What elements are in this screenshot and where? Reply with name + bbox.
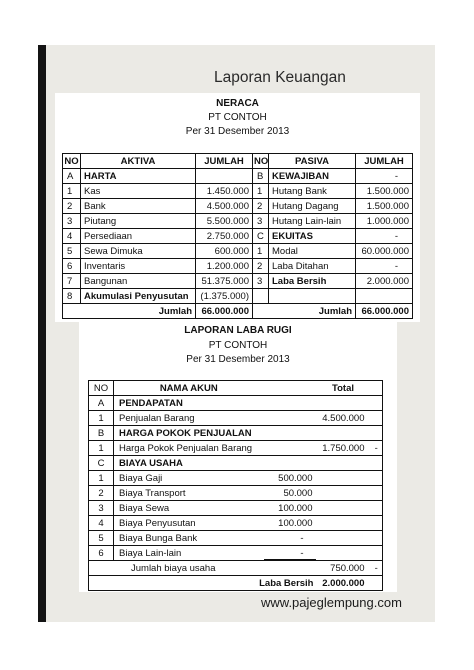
laba-rugi-row [89, 471, 383, 486]
pasiva-no [253, 289, 269, 304]
neraca-row [63, 184, 413, 199]
header-no-aktiva: NO [64, 155, 79, 167]
aktiva-account: Bank [81, 199, 196, 214]
pasiva-account: KEWAJIBAN [269, 169, 356, 184]
row-sign [371, 471, 383, 486]
neraca-section [55, 93, 420, 322]
laba-rugi-row [89, 531, 383, 546]
pasiva-no: 2 [253, 199, 269, 214]
row-total: 4.500.000 [316, 411, 371, 426]
pasiva-account: Modal [269, 244, 356, 259]
aktiva-amount: 1.200.000 [196, 259, 253, 274]
net-income-row [89, 576, 383, 591]
row-total [316, 501, 371, 516]
row-sign [371, 456, 383, 471]
row-sub-amount: - [264, 546, 316, 561]
laba-rugi-period: Per 31 Desember 2013 [186, 354, 290, 365]
left-binding-bar [38, 45, 46, 622]
pasiva-account: Hutang Bank [269, 184, 356, 199]
neraca-company: PT CONTOH [208, 112, 267, 123]
neraca-header-row [63, 154, 413, 169]
row-account: Biaya Transport [114, 486, 264, 501]
laba-rugi-row [89, 501, 383, 516]
total-aktiva-label: Jumlah [63, 304, 196, 319]
laba-rugi-table [88, 380, 383, 591]
row-total [316, 396, 371, 411]
pasiva-account [269, 289, 356, 304]
row-account: Biaya Gaji [114, 471, 264, 486]
row-sign [371, 411, 383, 426]
row-total [316, 516, 371, 531]
neraca-row [63, 244, 413, 259]
laba-rugi-row [89, 441, 383, 456]
pasiva-no: 2 [253, 259, 269, 274]
neraca-row [63, 259, 413, 274]
aktiva-amount: (1.375.000) [196, 289, 253, 304]
row-account: Biaya Sewa [114, 501, 264, 516]
document-title: Laporan Keuangan [214, 69, 346, 86]
row-no: 1 [89, 471, 114, 486]
laba-rugi-row [89, 426, 383, 441]
row-sign [371, 501, 383, 516]
laba-rugi-row [89, 396, 383, 411]
row-account: Biaya Bunga Bank [114, 531, 264, 546]
row-sign [371, 426, 383, 441]
row-no: 2 [89, 486, 114, 501]
header-jumlah-pasiva: JUMLAH [356, 154, 413, 169]
pasiva-account: Laba Bersih [269, 274, 356, 289]
row-total [316, 546, 371, 561]
pasiva-account: Laba Ditahan [269, 259, 356, 274]
pasiva-account: Hutang Dagang [269, 199, 356, 214]
net-income-sign-blank [371, 576, 383, 591]
laba-rugi-section [79, 322, 397, 592]
laba-rugi-row [89, 486, 383, 501]
pasiva-account: Hutang Lain-lain [269, 214, 356, 229]
row-account: Penjualan Barang [114, 411, 264, 426]
subtotal-sub-blank [264, 561, 316, 576]
row-no: 1 [89, 441, 114, 456]
row-no: 6 [89, 546, 114, 561]
aktiva-account: HARTA [81, 169, 196, 184]
pasiva-no: 3 [253, 214, 269, 229]
pasiva-no: 1 [253, 184, 269, 199]
header-pasiva: PASIVA [269, 154, 356, 169]
aktiva-amount: 1.450.000 [196, 184, 253, 199]
row-sub-amount: - [264, 531, 316, 546]
neraca-row [63, 214, 413, 229]
neraca-row [63, 289, 413, 304]
pasiva-no: C [253, 229, 269, 244]
aktiva-account: Sewa Dimuka [81, 244, 196, 259]
pasiva-amount: - [356, 229, 413, 244]
pasiva-amount: 60.000.000 [356, 244, 413, 259]
row-no: 4 [89, 516, 114, 531]
pasiva-amount: 1.000.000 [356, 214, 413, 229]
laba-rugi-row [89, 516, 383, 531]
neraca-row [63, 169, 413, 184]
header-aktiva: AKTIVA [81, 154, 196, 169]
row-no: 5 [89, 531, 114, 546]
pasiva-no: 3 [253, 274, 269, 289]
aktiva-no: A [63, 169, 81, 184]
header-sign-blank [371, 381, 383, 396]
row-sub-amount: 100.000 [264, 501, 316, 516]
aktiva-no: 3 [63, 214, 81, 229]
row-sign [371, 516, 383, 531]
pasiva-no: 1 [253, 244, 269, 259]
aktiva-amount: 2.750.000 [196, 229, 253, 244]
laba-rugi-header-row [89, 381, 383, 396]
row-account: Biaya Penyusutan [114, 516, 264, 531]
row-account: Harga Pokok Penjualan Barang [114, 441, 264, 456]
total-pasiva-amount: 66.000.000 [356, 304, 413, 319]
row-no: B [89, 426, 114, 441]
aktiva-amount: 4.500.000 [196, 199, 253, 214]
aktiva-account: Inventaris [81, 259, 196, 274]
row-sub-amount [264, 456, 316, 471]
subtotal-label: Jumlah biaya usaha [89, 561, 264, 576]
aktiva-account: Kas [81, 184, 196, 199]
row-sign [371, 531, 383, 546]
laba-rugi-row [89, 456, 383, 471]
neraca-period: Per 31 Desember 2013 [185, 126, 290, 137]
header-jumlah-aktiva: JUMLAH [196, 154, 253, 169]
row-sub-amount [264, 441, 316, 456]
neraca-row [63, 229, 413, 244]
row-account: BIAYA USAHA [114, 456, 264, 471]
header-sub-blank [264, 381, 316, 396]
aktiva-no: 7 [63, 274, 81, 289]
net-income-amount: 2.000.000 [316, 576, 371, 591]
pasiva-amount: - [356, 169, 413, 184]
pasiva-no: B [253, 169, 269, 184]
aktiva-no: 2 [63, 199, 81, 214]
pasiva-amount [356, 289, 413, 304]
total-aktiva-amount: 66.000.000 [196, 304, 253, 319]
row-total [316, 456, 371, 471]
header-no: NO [89, 381, 114, 396]
aktiva-account: Akumulasi Penyusutan [81, 289, 196, 304]
header-total: Total [316, 381, 371, 396]
laba-rugi-title: LAPORAN LABA RUGI [184, 325, 292, 336]
neraca-total-row [63, 304, 413, 319]
laba-rugi-row [89, 411, 383, 426]
pasiva-amount: 1.500.000 [356, 199, 413, 214]
subtotal-row [89, 561, 383, 576]
aktiva-no: 4 [63, 229, 81, 244]
row-no: C [89, 456, 114, 471]
pasiva-account: EKUITAS [269, 229, 356, 244]
aktiva-no: 1 [63, 184, 81, 199]
row-account: HARGA POKOK PENJUALAN [114, 426, 264, 441]
pasiva-amount: 2.000.000 [356, 274, 413, 289]
row-total [316, 531, 371, 546]
laba-rugi-company: PT CONTOH [208, 340, 268, 351]
header-nama-akun: NAMA AKUN [114, 381, 264, 396]
row-sign [371, 486, 383, 501]
row-no: A [89, 396, 114, 411]
row-sub-amount [264, 411, 316, 426]
row-total: 1.750.000 [316, 441, 371, 456]
row-total [316, 426, 371, 441]
row-sub-amount: 100.000 [264, 516, 316, 531]
aktiva-account: Piutang [81, 214, 196, 229]
aktiva-account: Bangunan [81, 274, 196, 289]
total-pasiva-label: Jumlah [253, 304, 356, 319]
row-sign: - [371, 441, 383, 456]
aktiva-no: 5 [63, 244, 81, 259]
footer-website: www.pajeglempung.com [261, 595, 402, 610]
aktiva-account: Persediaan [81, 229, 196, 244]
pasiva-amount: - [356, 259, 413, 274]
aktiva-amount: 600.000 [196, 244, 253, 259]
row-sign [371, 396, 383, 411]
row-sub-amount: 500.000 [264, 471, 316, 486]
pasiva-amount: 1.500.000 [356, 184, 413, 199]
header-no-pasiva: NO [254, 155, 269, 167]
aktiva-amount: 5.500.000 [196, 214, 253, 229]
subtotal-sign: - [371, 561, 383, 576]
row-sub-amount [264, 426, 316, 441]
row-account: Biaya Lain-lain [114, 546, 264, 561]
aktiva-amount [196, 169, 253, 184]
aktiva-amount: 51.375.000 [196, 274, 253, 289]
net-income-label: Laba Bersih [89, 576, 316, 591]
neraca-title: NERACA [216, 98, 259, 109]
neraca-row [63, 199, 413, 214]
row-no: 1 [89, 411, 114, 426]
row-total [316, 471, 371, 486]
row-account: PENDAPATAN [114, 396, 264, 411]
subtotal-amount: 750.000 [316, 561, 371, 576]
aktiva-no: 6 [63, 259, 81, 274]
row-sign [371, 546, 383, 561]
row-total [316, 486, 371, 501]
aktiva-no: 8 [63, 289, 81, 304]
row-sub-amount [264, 396, 316, 411]
neraca-row [63, 274, 413, 289]
row-sub-amount: 50.000 [264, 486, 316, 501]
neraca-table [62, 153, 413, 319]
row-no: 3 [89, 501, 114, 516]
laba-rugi-row [89, 546, 383, 561]
